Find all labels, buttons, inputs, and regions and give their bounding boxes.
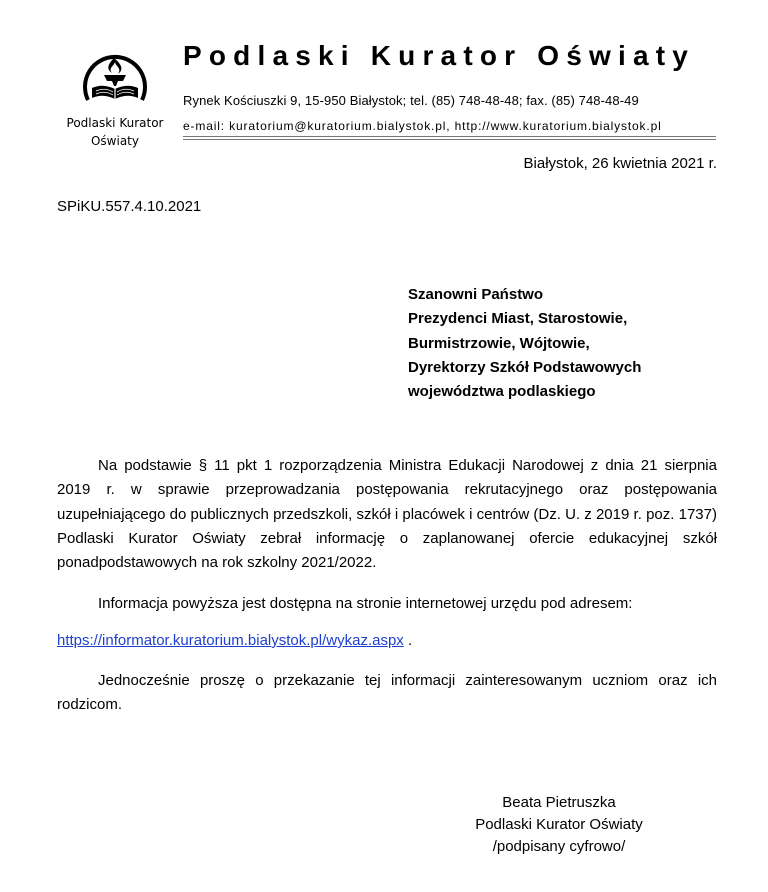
informator-link[interactable]: https://informator.kuratorium.bialystok.pl/wykaz.aspx xyxy=(57,632,404,649)
link-suffix: . xyxy=(403,632,413,649)
place-and-date: Białystok, 26 kwietnia 2021 r. xyxy=(523,155,717,172)
letterhead-address: Rynek Kościuszki 9, 15-950 Białystok; tel. (85) 748-48-48; fax. (85) 748-48-49 xyxy=(183,93,639,108)
recipients-block xyxy=(408,283,641,404)
recipient-line: Szanowni Państwo xyxy=(408,286,544,303)
link-paragraph xyxy=(57,629,717,653)
lamp-book-emblem-icon xyxy=(78,36,152,112)
logo-caption xyxy=(58,114,172,150)
recipient-line: Burmistrzowie, Wójtowie, xyxy=(408,334,590,352)
paragraph-legal-basis: Na podstawie § 11 pkt 1 rozporządzenia Ministra Edukacji Narodowej z dnia 21 sierpnia 2019 r. w sprawie przeprowadzania postępowania rekrutacyjnego oraz postępowania uzupełniającego do publicznych przedszkoli, szkół i placówek i centrów (Dz. U. z 2019 r. poz. 1737) Podlaski Kurator Oświaty zebrał informację o zaplanowanej ofercie edukacyjnej szkół ponadpodstawowych na rok szkolny 2021/2022. xyxy=(57,457,717,572)
reference-number: SPiKU.557.4.10.2021 xyxy=(57,198,202,215)
signature-block xyxy=(470,792,648,858)
signature-note: /podpisany cyfrowo/ xyxy=(492,838,626,855)
recipient-line: Prezydenci Miast, Starostowie, xyxy=(408,310,628,328)
recipient-line: Dyrektorzy Szkół Podstawowych xyxy=(408,358,642,376)
signatory-name: Beata Pietruszka xyxy=(502,794,616,811)
logo-caption-line2: Oświaty xyxy=(90,134,139,148)
logo-caption-line1: Podlaski Kurator xyxy=(66,116,164,130)
letterhead-title: Podlaski Kurator Oświaty xyxy=(183,40,696,71)
letterhead-divider xyxy=(183,136,716,137)
paragraph-availability: Informacja powyższa jest dostępna na stronie internetowej urzędu pod adresem: xyxy=(98,595,633,612)
institution-logo xyxy=(58,36,172,154)
letterhead-contact: e-mail: kuratorium@kuratorium.bialystok.pl, http://www.kuratorium.bialystok.pl xyxy=(183,119,662,133)
signatory-position: Podlaski Kurator Oświaty xyxy=(475,816,643,833)
recipient-line: województwa podlaskiego xyxy=(408,383,596,401)
paragraph-request: Jednocześnie proszę o przekazanie tej informacji zainteresowanym uczniom oraz ich rodzicom. xyxy=(57,672,717,714)
letterhead-divider xyxy=(183,139,716,140)
